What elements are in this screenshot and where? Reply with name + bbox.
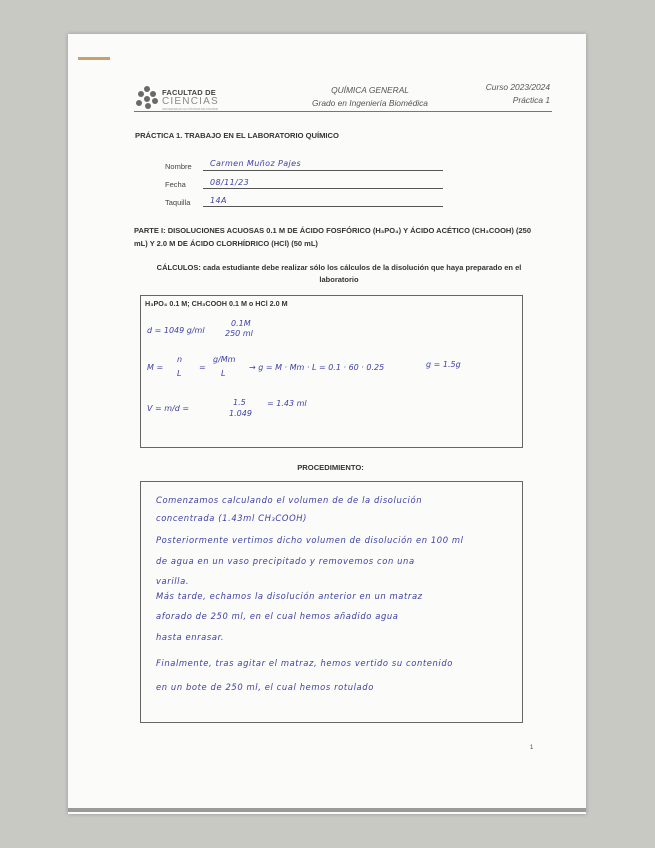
proc-line: Finalmente, tras agitar el matraz, hemos vertido su contenido xyxy=(156,658,453,668)
calc-v-result: = 1.43 ml xyxy=(267,399,307,408)
taquilla-value: 14A xyxy=(210,196,227,205)
proc-line: Posteriormente vertimos dicho volumen de disolución en 100 ml xyxy=(156,535,464,545)
practice-title: PRÁCTICA 1. TRABAJO EN EL LABORATORIO QUÍMICO xyxy=(135,131,339,140)
proc-line: concentrada (1.43ml CH₃COOH) xyxy=(156,513,308,523)
calc-molarity-m: M = xyxy=(147,363,164,372)
proc-line: hasta enrasar. xyxy=(156,632,225,642)
header-divider xyxy=(134,111,552,112)
procedimiento-box xyxy=(140,481,523,723)
nombre-label: Nombre xyxy=(165,162,192,171)
proc-line: Comenzamos calculando el volumen de de la disolución xyxy=(156,495,423,505)
taquilla-label: Taquilla xyxy=(165,198,191,207)
calc-volume: 250 ml xyxy=(225,329,253,338)
calc-conc: 0.1M xyxy=(231,319,251,328)
calculos-instructions: CÁLCULOS: cada estudiante debe realizar sólo los cálculos de la disolución que haya preparado en el laboratorio xyxy=(156,263,522,284)
practica-number: Práctica 1 xyxy=(512,95,550,105)
logo-line1: FACULTAD DE xyxy=(162,88,217,97)
calculations-box xyxy=(140,295,523,448)
curso-year: Curso 2023/2024 xyxy=(485,82,550,92)
logo-line2: CIENCIAS xyxy=(162,96,219,107)
faculty-logo xyxy=(136,84,226,110)
page-bottom-edge xyxy=(68,808,586,812)
page-number: 1 xyxy=(530,745,534,751)
logo-line3: UNIVERSIDAD AUTÓNOMA DE MADRID xyxy=(162,107,219,111)
calc-molarity-eq: = xyxy=(199,363,206,372)
course-title: QUÍMICA GENERAL xyxy=(331,85,409,95)
procedimiento-title: PROCEDIMIENTO: xyxy=(297,463,364,472)
paper-tab-mark xyxy=(78,57,110,60)
proc-line: aforado de 250 ml, en el cual hemos añadido agua xyxy=(156,611,399,621)
proc-line: varilla. xyxy=(156,576,190,586)
calc-molarity-l: L xyxy=(177,369,182,378)
calc-v-eq: V = m/d = xyxy=(147,404,190,413)
nombre-line xyxy=(203,170,443,171)
curso-block xyxy=(460,81,550,107)
calc-density: d = 1049 g/ml xyxy=(147,326,205,335)
course-subtitle: Grado en Ingeniería Biomédica xyxy=(312,98,428,108)
proc-line: de agua en un vaso precipitado y removemos con una xyxy=(156,556,415,566)
fecha-value: 08/11/23 xyxy=(210,178,250,187)
proc-line: en un bote de 250 ml, el cual hemos rotulado xyxy=(156,682,374,692)
calc-v-num: 1.5 xyxy=(233,398,246,407)
fecha-label: Fecha xyxy=(165,180,186,189)
calc-molarity-gmm: g/Mm xyxy=(213,355,236,364)
calc-grams-result: g = 1.5g xyxy=(426,360,461,369)
parte1-heading: PARTE I: DISOLUCIONES ACUOSAS 0.1 M DE ÁCIDO FOSFÓRICO (H₃PO₄) Y ÁCIDO ACÉTICO (CH₃COOH) (250 mL) Y 2.0 M DE ÁCIDO CLORHÍDRICO (HCl) (50 mL) xyxy=(134,226,531,248)
calc-grams: → g = M · Mm · L = 0.1 · 60 · 0.25 xyxy=(249,363,385,372)
calc-molarity-n: n xyxy=(177,355,183,364)
proc-line: Más tarde, echamos la disolución anterior en un matraz xyxy=(156,591,423,601)
nombre-value: Carmen Muñoz Pajes xyxy=(210,159,302,168)
calc-v-den: 1.049 xyxy=(229,409,252,418)
logo-dots-icon xyxy=(136,86,160,108)
taquilla-line xyxy=(203,206,443,207)
calc-box-header: H₃PO₄ 0.1 M; CH₃COOH 0.1 M o HCl 2.0 M xyxy=(145,299,288,308)
calc-molarity-l2: L xyxy=(221,369,226,378)
fecha-line xyxy=(203,188,443,189)
course-block xyxy=(290,84,450,110)
